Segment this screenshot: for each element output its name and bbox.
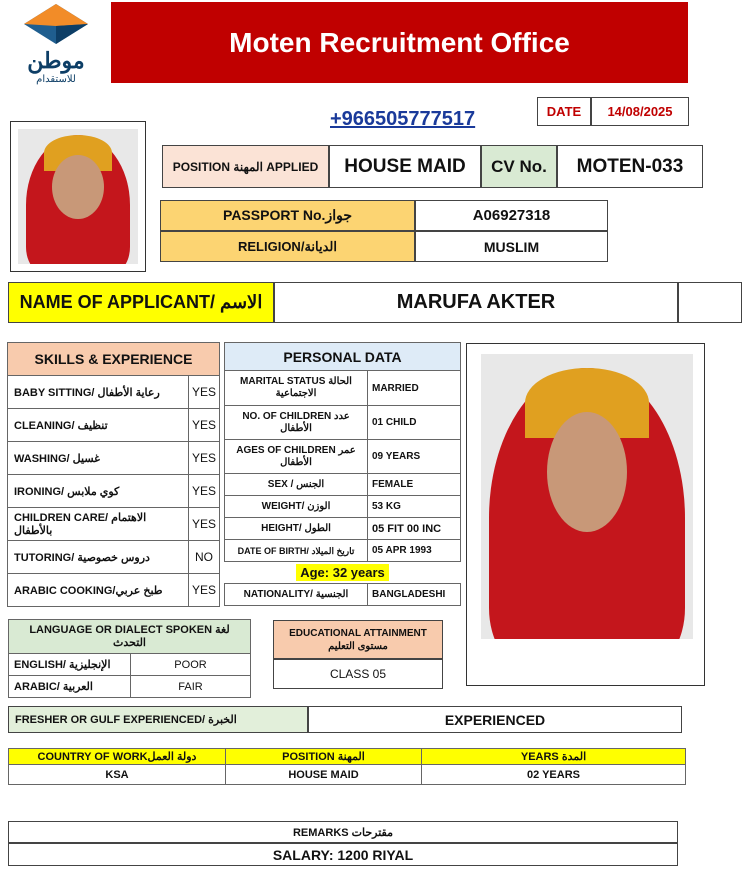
- table-row: [225, 496, 461, 518]
- language-value: FAIR: [131, 676, 251, 698]
- personal-data-table: [224, 342, 461, 606]
- weight-value: 53 KG: [368, 496, 461, 518]
- skills-table: [7, 342, 220, 607]
- remarks-value: SALARY: 1200 RIYAL: [8, 843, 678, 866]
- dob-value: 05 APR 1993: [368, 540, 461, 562]
- skill-label: TUTORING/ دروس خصوصية: [8, 541, 189, 574]
- office-title: Moten Recruitment Office: [111, 2, 688, 83]
- table-row: [9, 765, 686, 785]
- nationality-label: NATIONALITY/ الجنسية: [225, 584, 368, 606]
- table-row: [9, 676, 251, 698]
- work-position: HOUSE MAID: [226, 765, 422, 785]
- table-row: [8, 508, 220, 541]
- marital-value: MARRIED: [368, 371, 461, 406]
- work-history-table: [8, 748, 686, 785]
- applicant-photo-small: [10, 121, 146, 272]
- height-label: HEIGHT/ الطول: [225, 518, 368, 540]
- remarks-label: REMARKS مقترحات: [8, 821, 678, 843]
- experience-value: EXPERIENCED: [308, 706, 682, 733]
- height-value: 05 FIT 00 INC: [368, 518, 461, 540]
- logo-diamond-icon: [14, 2, 98, 48]
- language-title: LANGUAGE OR DIALECT SPOKEN لغة التحدث: [9, 620, 251, 654]
- skill-value: YES: [189, 475, 220, 508]
- passport-label: PASSPORT No.جواز: [160, 200, 415, 231]
- nationality-value: BANGLADESHI: [368, 584, 461, 606]
- language-label: ARABIC/ العربية: [9, 676, 131, 698]
- language-value: POOR: [131, 654, 251, 676]
- passport-value: A06927318: [415, 200, 608, 231]
- work-header-country: COUNTRY OF WORKدولة العمل: [9, 749, 226, 765]
- skill-label: WASHING/ غسيل: [8, 442, 189, 475]
- skill-label: ARABIC COOKING/طبخ عربي: [8, 574, 189, 607]
- table-row: [8, 442, 220, 475]
- logo-name: موطن: [27, 48, 85, 73]
- sex-label: SEX / الجنس: [225, 474, 368, 496]
- phone-link[interactable]: +966505777517: [330, 108, 476, 130]
- table-row: [225, 440, 461, 474]
- cv-label: CV No.: [481, 145, 557, 188]
- applicant-name-label: NAME OF APPLICANT/ الاسم: [8, 282, 274, 323]
- table-row: [8, 475, 220, 508]
- age-value: Age: 32 years: [296, 564, 389, 581]
- skill-value: YES: [189, 409, 220, 442]
- table-row: [9, 654, 251, 676]
- skill-label: BABY SITTING/ رعاية الأطفال: [8, 376, 189, 409]
- language-label: ENGLISH/ الإنجليزية: [9, 654, 131, 676]
- applicant-photo-large: [466, 343, 705, 686]
- skill-label: CHILDREN CARE/ الاهتمام بالأطفال: [8, 508, 189, 541]
- skill-value: YES: [189, 574, 220, 607]
- ages-label: AGES OF CHILDREN عمر الأطفال: [225, 440, 368, 474]
- religion-value: MUSLIM: [415, 231, 608, 262]
- table-row: [225, 406, 461, 440]
- skill-value: NO: [189, 541, 220, 574]
- children-value: 01 CHILD: [368, 406, 461, 440]
- table-row: [225, 584, 461, 606]
- date-value: 14/08/2025: [591, 97, 689, 126]
- work-header-years: YEARS المدة: [422, 749, 686, 765]
- ages-value: 09 YEARS: [368, 440, 461, 474]
- logo-tagline: للاستقدام: [36, 74, 76, 85]
- language-table: [8, 619, 251, 698]
- sex-value: FEMALE: [368, 474, 461, 496]
- table-row: [225, 474, 461, 496]
- table-row: [8, 376, 220, 409]
- education-label: EDUCATIONAL ATTAINMENT مستوى التعليم: [273, 620, 443, 659]
- table-row: [225, 371, 461, 406]
- company-logo: [14, 2, 98, 90]
- work-years: 02 YEARS: [422, 765, 686, 785]
- experience-label: FRESHER OR GULF EXPERIENCED/ الخبرة: [8, 706, 308, 733]
- religion-label: RELIGION/الديانة: [160, 231, 415, 262]
- table-row: [8, 409, 220, 442]
- children-label: NO. OF CHILDREN عدد الأطفال: [225, 406, 368, 440]
- table-row: [225, 562, 461, 584]
- applicant-name-value: MARUFA AKTER: [274, 282, 678, 323]
- position-value: HOUSE MAID: [329, 145, 481, 188]
- skill-value: YES: [189, 442, 220, 475]
- skill-label: CLEANING/ تنظيف: [8, 409, 189, 442]
- education-value: CLASS 05: [273, 659, 443, 689]
- applicant-name-extra: [678, 282, 742, 323]
- dob-label: DATE OF BIRTH/ تاريخ الميلاد: [225, 540, 368, 562]
- skill-value: YES: [189, 376, 220, 409]
- skill-label: IRONING/ كوي ملابس: [8, 475, 189, 508]
- position-label: POSITION المهنة APPLIED: [162, 145, 329, 188]
- skill-value: YES: [189, 508, 220, 541]
- marital-label: MARITAL STATUS الحالة الاجتماعية: [225, 371, 368, 406]
- date-label: DATE: [537, 97, 591, 126]
- personal-data-title: PERSONAL DATA: [225, 343, 461, 371]
- weight-label: WEIGHT/ الوزن: [225, 496, 368, 518]
- table-row: [8, 574, 220, 607]
- table-row: [225, 518, 461, 540]
- table-row: [8, 541, 220, 574]
- work-header-position: POSITION المهنة: [226, 749, 422, 765]
- table-row: [225, 540, 461, 562]
- work-country: KSA: [9, 765, 226, 785]
- skills-title: SKILLS & EXPERIENCE: [8, 343, 220, 376]
- cv-value: MOTEN-033: [557, 145, 703, 188]
